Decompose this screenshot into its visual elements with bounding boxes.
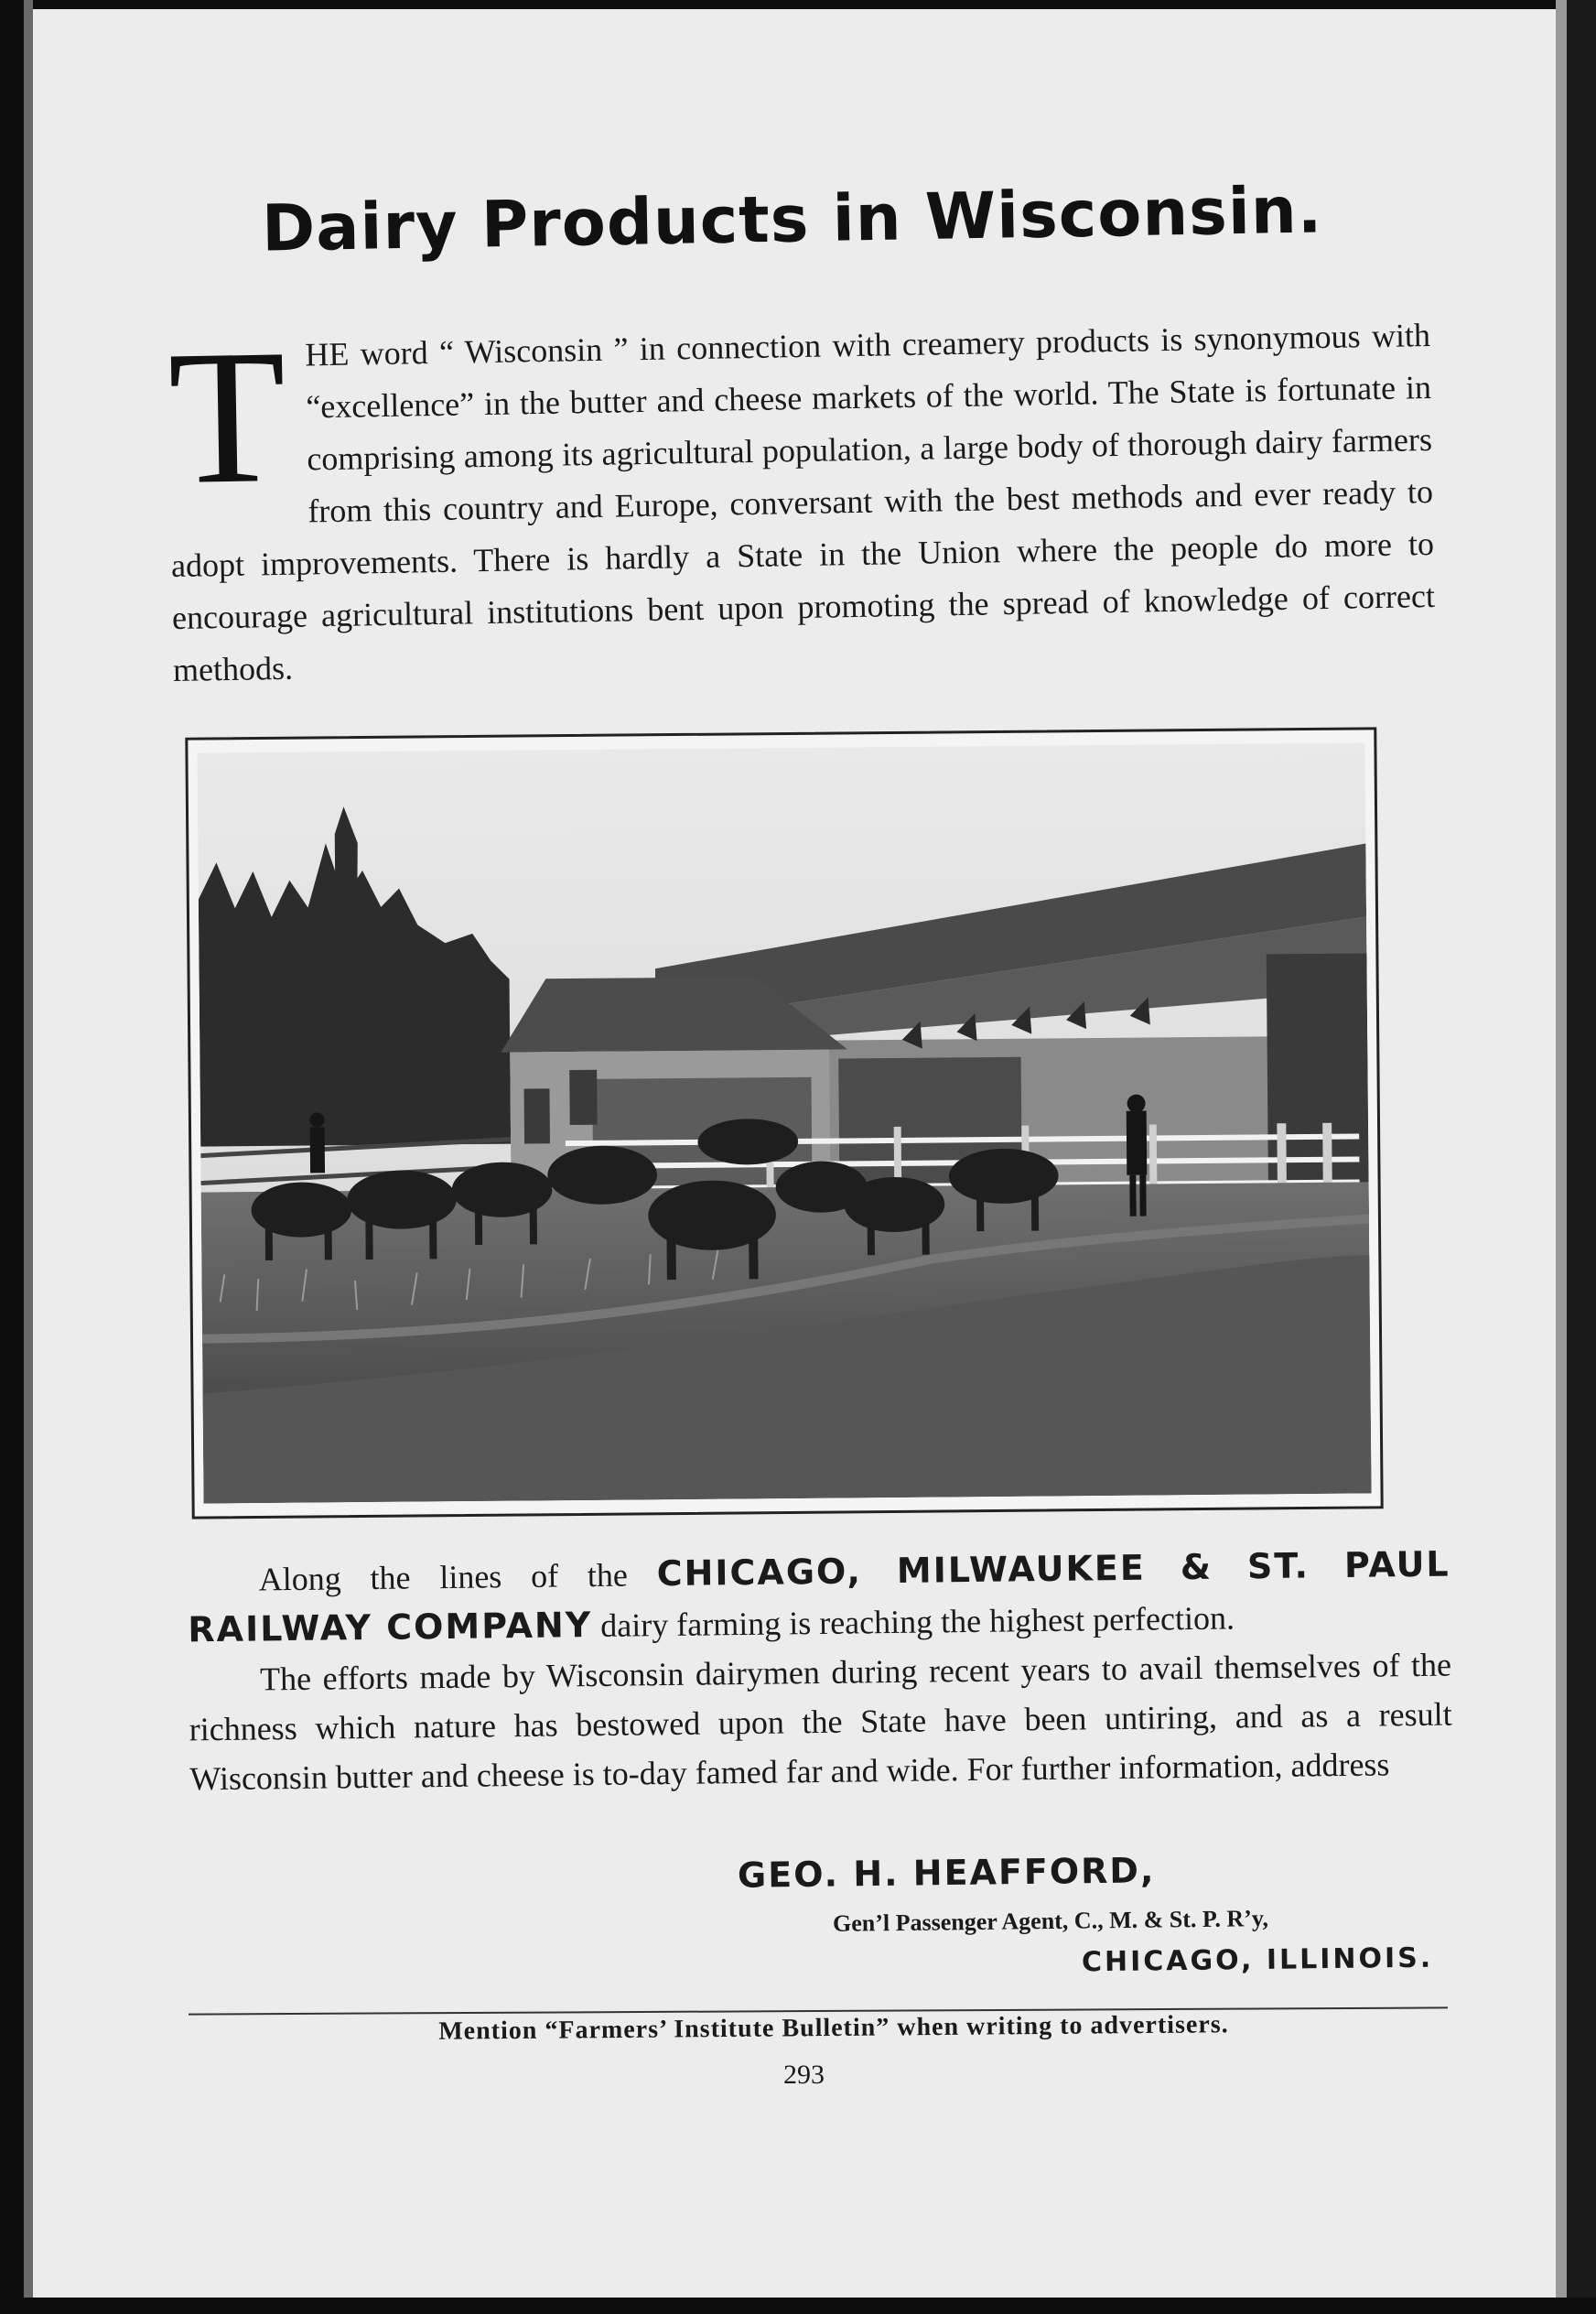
scan-right-edge <box>1556 0 1567 2314</box>
signatory-title: Gen’l Passenger Agent, C., M. & St. P. R’y, <box>832 1905 1269 1937</box>
body-paragraph-1 <box>187 1540 1450 1656</box>
railway-company-name: CHICAGO, MILWAUKEE & ST. PAUL RAILWAY COMPANY <box>188 1543 1450 1650</box>
page <box>33 9 1556 2298</box>
page-title: Dairy Products in Wisconsin. <box>261 172 1323 266</box>
page-number: 293 <box>783 2060 825 2090</box>
body-lead-text: Along the lines of the <box>258 1556 629 1598</box>
footer-note: Mention “Farmers’ Institute Bulletin” when writing to advertisers. <box>438 2010 1229 2046</box>
drop-cap: T <box>167 309 288 525</box>
signatory-city: CHICAGO, ILLINOIS. <box>1081 1941 1434 1979</box>
intro-paragraph <box>167 309 1437 697</box>
body-text <box>187 1540 1452 1804</box>
scan-right-binding <box>1567 0 1596 2314</box>
intro-text: HE word “ Wisconsin ” in connection with creamery products is synonymous with “excellence” in the butter and cheese markets of the world. The State is fortunate in comprising among its agricultural population, a large body of thorough dairy farmers from this country and Europe, conversant with the best methods and ever ready to adopt improvements. There is hardly a State in the Union where the people do more to encourage agricultural institutions bent upon promoting the spread of knowledge of correct methods. <box>170 316 1436 689</box>
dairy-farm-photograph <box>185 727 1383 1519</box>
scan-bottom-edge <box>0 2298 1596 2314</box>
body-lead-rest: dairy farming is reaching the highest perfection. <box>600 1599 1235 1644</box>
body-paragraph-2 <box>189 1640 1453 1804</box>
scan-left-binding <box>0 0 24 2314</box>
signatory-name: GEO. H. HEAFFORD, <box>737 1850 1156 1896</box>
scan-left-binding-edge <box>24 0 33 2314</box>
dairy-barn-photo-illustration <box>197 742 1371 1503</box>
scan-top-edge <box>0 0 1596 9</box>
body-paragraph-2-text: The efforts made by Wisconsin dairymen during recent years to avail themselves of the richness which nature has bestowed upon the State have been untiring, and as a result Wisconsin butter and cheese is to-day famed far and wide. For further information, address <box>189 1646 1452 1798</box>
